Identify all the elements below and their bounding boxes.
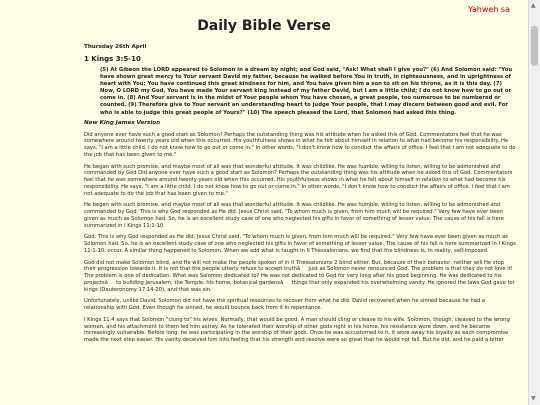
scroll-up-arrow-icon[interactable]: ▲ bbox=[531, 2, 536, 9]
commentary-paragraph: He began with such promise, and maybe most of all was that wonderful attitude. It was childlike. He was humble, willing to listen, willing to be admonished and commanded by God. This is why God responded as He did. Jesus Christ said, "To whom much is given, from him much will be required." Very few have ever been given as much as Solomon had. So, he is an excellent study case of one who neglected his gifts in favor of something of lesser value. The cause of his fall is here summarized in I Kings 11:1-10. bbox=[84, 202, 504, 229]
commentary-paragraph: Unfortunately, unlike David, Solomon did not have the spiritual resources to recover from what he did. David recovered when he sinned because he had a relationship with God. Even though he sinned, he would bounce back from it in repentance. bbox=[84, 298, 486, 312]
commentary-paragraph: I Kings 11:4 says that Solomon "clung to" his wives. Normally, that would be good. A man should cling or cleave to his wife. Solomon, though, cleaved to the wrong women, and his attachment to them led him astray. As he tolerated their worship of other gods right in his home, his resistance wore down, and he became increasingly vulnerable. Before long, he was participating in the worship of their gods. Once he was accustomed to it, it wore away his loyalty as each compromise made the next step easier. His vanity deceived him into feeling that his strength and resolve were so great that he would not fall. But he did, and he paid a bitter bbox=[84, 316, 510, 344]
brand-label: Yahweh sa bbox=[468, 5, 510, 14]
commentary-paragraph: Did anyone ever have such a good start as Solomon? Perhaps the outstanding thing was his attitude when he asked this of God. Commentators feel that he was somewhere around twenty years old when this occurred. His youthfulness shows in what he felt about himself in relation to what had become his responsibility. He says, "I am a little child. I do not know how to go out or come in." In other words, "I don't know how to conduct the affairs of office. I feel that I am not adequate to do the job that has been given to me." bbox=[84, 131, 516, 158]
commentary-paragraph: God. This is why God responded as He did. Jesus Christ said, "To whom much is given, from him much will be required." Very few have ever been given as much as Solomon had. So, he is an excellent study case of one who neglected his gifts in favor of something of lesser value. The cause of his fall is here summarized in I Kings 11:1-10. occur. A similar thing happened to Solomon. When we add what is taught in II Thessalonians, we find that the blindness is, in reality, self-imposed. bbox=[84, 234, 516, 254]
commentary-paragraph: God did not make Solomon blind, and He will not make the people spoken of in II Thessalonians 2 blind either. But, because of their behavior, neither will He stop their progression towards it. It is not that the people utterly refuse to accept truthâjust as Solomon never renounced God. The problem is that they do not love it! The problem is one of dedication. What was Solomon dedicated to? He was not dedicated to God for very long after his good beginning. He was dedicated to his projectsâto building Jerusalem, the Temple, his home, botanical gardensâthings that only expanded his overwhelming vanity. He ignored the laws God gave for kings (Deuteronomy 17:14-20), and that was sin. bbox=[84, 259, 515, 293]
devotional-content bbox=[84, 44, 516, 349]
scroll-down-arrow-icon[interactable]: ▼ bbox=[531, 395, 536, 402]
commentary-paragraph: He began with such promise, and maybe most of all was that wonderful attitude. It was childlike. He was humble, willing to listen, willing to be admonished and commanded by God Did anyone ever have such a good start as Solomon? Perhaps the outstanding thing was his attitude when he asked this of God. Commentators feel that he was somewhere around twenty years old when this occurred. His youthfulness shows in what he felt about himself in relation to what had become his responsibility. He says, "I am a little child. I do not know how to go out or come in." In other words, "I don't know how to conduct the affairs of office. I feel that I am not adequate to do the job that has been given to me." bbox=[84, 163, 513, 197]
vertical-scrollbar[interactable] bbox=[528, 0, 540, 405]
scripture-reference: 1 Kings 3:5-10 bbox=[84, 55, 141, 63]
scrollbar-thumb[interactable] bbox=[531, 26, 538, 66]
page-title: Daily Bible Verse bbox=[197, 18, 331, 34]
entry-date: Thursday 26th April bbox=[84, 44, 147, 50]
bible-version: New King James Version bbox=[84, 119, 161, 126]
verse-text: (5) At Gibeon the LORD appeared to Solomon in a dream by night; and God said, "Ask! What shall I give you?" (6) And Solomon said: "You have shown great mercy to Your servant David my father, because he walked before You in truth, in righteousness, and in uprightness of heart with You; You have continued this great kindness for him, and You have given him a son to sit on his throne, as it is this day. (7) Now, O LORD my God, You have made Your servant king instead of my father David, but I am a little child; I do not know how to go out or come in. (8) And Your servant is in the midst of Your people whom You have chosen, a great people, too numerous to be numbered or counted. (9) Therefore give to Your servant an understanding heart to judge Your people, that I may discern between good and evil. For who is able to judge this great people of Yours?" (10) The speech pleased the Lord, that Solomon had asked this thing. bbox=[100, 67, 513, 116]
